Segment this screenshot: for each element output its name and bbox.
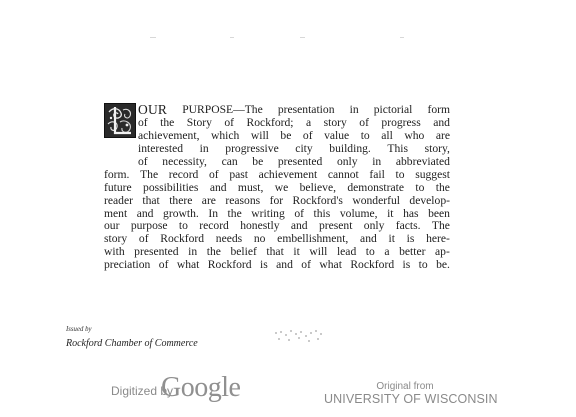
word: are <box>435 128 450 142</box>
word: story <box>104 232 128 246</box>
word: presentation <box>277 103 335 116</box>
publisher-name: Rockford Chamber of Commerce <box>66 338 198 349</box>
word: will <box>250 128 269 142</box>
word: which <box>211 128 240 142</box>
word: ment <box>104 206 128 220</box>
digitized-by-label: Digitized by <box>111 384 174 398</box>
word: has <box>403 206 419 220</box>
word: in <box>372 154 382 168</box>
word: that <box>142 193 160 207</box>
word: honestly <box>240 219 280 233</box>
word: what <box>319 258 342 272</box>
word: what <box>176 258 200 272</box>
word: better <box>399 245 426 259</box>
word: presented <box>277 154 323 168</box>
text-line <box>138 117 450 130</box>
word: Rockford <box>207 258 252 272</box>
word: future <box>104 180 132 194</box>
word: building. <box>329 141 371 155</box>
text-line <box>138 104 450 117</box>
word: reasons <box>225 193 261 207</box>
word: it <box>387 206 394 220</box>
word: Rockford; <box>246 115 294 129</box>
word: is <box>406 232 415 246</box>
scan-speck <box>400 37 404 38</box>
purpose-paragraph <box>104 104 450 272</box>
scan-speck <box>300 37 305 38</box>
word: for <box>269 193 284 207</box>
word: who <box>404 128 425 142</box>
word: be <box>252 154 264 168</box>
word: This <box>387 141 409 155</box>
word: and <box>209 180 227 194</box>
word: to <box>365 245 375 259</box>
word: of <box>224 115 235 129</box>
word: and <box>433 115 450 129</box>
word: the <box>435 180 450 194</box>
word: to <box>415 180 425 194</box>
word: Story <box>186 115 212 129</box>
word: be. <box>436 258 450 272</box>
word: can <box>221 154 238 168</box>
word: record <box>168 167 199 181</box>
word: of <box>138 154 148 168</box>
word: writing <box>251 206 285 220</box>
text-line <box>138 143 450 156</box>
word: necessity, <box>162 154 207 168</box>
word: needs <box>215 232 243 246</box>
word: that <box>266 245 284 259</box>
word: to <box>395 167 405 181</box>
word: story <box>323 115 347 129</box>
word: form. <box>104 167 130 181</box>
text-line <box>104 259 450 272</box>
word: and <box>290 219 308 233</box>
word: here- <box>426 232 450 246</box>
word: and <box>360 232 377 246</box>
word: a <box>384 245 390 259</box>
word: Rockford <box>350 258 395 272</box>
word: the <box>160 115 175 129</box>
word: of <box>158 258 169 272</box>
word: value <box>324 128 350 142</box>
word: our <box>104 219 120 233</box>
word: pictorial <box>373 103 413 116</box>
text-line <box>104 182 450 195</box>
word: of <box>138 115 148 129</box>
word: of <box>301 258 311 272</box>
word: the <box>227 206 242 220</box>
word: of <box>209 167 219 181</box>
word: only <box>336 154 358 168</box>
word: believe, <box>299 180 336 194</box>
word: purpose <box>130 219 168 233</box>
original-from-label: Original from <box>376 381 434 392</box>
word: possibilities <box>143 180 199 194</box>
word: be <box>280 128 292 142</box>
word: form <box>427 103 450 116</box>
word: abbreviated <box>395 154 450 168</box>
word: OUR <box>138 102 168 117</box>
text-line <box>138 130 450 143</box>
word: In <box>208 206 218 220</box>
faint-library-stamp <box>273 328 327 344</box>
word: volume, <box>339 206 378 220</box>
google-logo: Google <box>161 372 241 403</box>
word: city <box>295 141 313 155</box>
word: PURPOSE—The <box>182 103 263 116</box>
word: fail <box>369 167 385 181</box>
word: are <box>201 193 216 207</box>
word: progressive <box>225 141 279 155</box>
word: lead <box>336 245 357 259</box>
word: is <box>402 258 411 272</box>
word: it <box>293 245 300 259</box>
word: develop- <box>409 193 450 207</box>
word: belief <box>230 245 257 259</box>
word: in <box>199 141 209 155</box>
word: of <box>302 128 313 142</box>
word: Rockford's <box>292 193 343 207</box>
word: of <box>138 232 149 246</box>
word: The <box>431 219 450 233</box>
word: interested <box>138 141 184 155</box>
word: record <box>199 219 229 233</box>
word: to <box>360 128 370 142</box>
word: facts. <box>395 219 421 233</box>
text-line <box>104 195 450 208</box>
word: story, <box>424 141 450 155</box>
word: present <box>318 219 353 233</box>
word: progress <box>381 115 421 129</box>
word: achievement <box>258 167 318 181</box>
word: in <box>349 103 359 116</box>
word: must, <box>237 180 264 194</box>
word: only <box>363 219 385 233</box>
word: growth. <box>163 206 199 220</box>
word: demonstrate <box>347 180 405 194</box>
word: of <box>294 206 304 220</box>
word: with <box>104 245 125 259</box>
word: this <box>313 206 331 220</box>
word: to <box>178 219 188 233</box>
word: been <box>428 206 450 220</box>
word: presented <box>134 245 179 259</box>
word: The <box>140 167 159 181</box>
word: will <box>309 245 328 259</box>
issued-by-label: Issued by <box>66 326 92 333</box>
word: a <box>306 115 312 129</box>
word: is <box>260 258 268 272</box>
scan-speck <box>230 37 234 38</box>
word: we <box>274 180 289 194</box>
word: Rockford <box>160 232 205 246</box>
word: it <box>388 232 395 246</box>
text-line <box>104 169 450 182</box>
word: of <box>359 115 369 129</box>
word: all <box>381 128 393 142</box>
word: preciation <box>104 258 151 272</box>
text-line <box>138 156 450 169</box>
university-label: UNIVERSITY OF WISCONSIN <box>324 392 498 406</box>
word: past <box>229 167 248 181</box>
word: reader <box>104 193 133 207</box>
word: the <box>206 245 221 259</box>
word: and <box>276 258 293 272</box>
word: there <box>169 193 193 207</box>
word: no <box>253 232 266 246</box>
word: and <box>136 206 154 220</box>
word: ap- <box>435 245 450 259</box>
word: in <box>188 245 198 259</box>
word: to <box>418 258 428 272</box>
word: suggest <box>415 167 450 181</box>
word: achievement, <box>138 128 200 142</box>
word: cannot <box>327 167 359 181</box>
word: wonderful <box>352 193 400 207</box>
scan-speck <box>150 37 156 38</box>
word: embellishment, <box>277 232 349 246</box>
